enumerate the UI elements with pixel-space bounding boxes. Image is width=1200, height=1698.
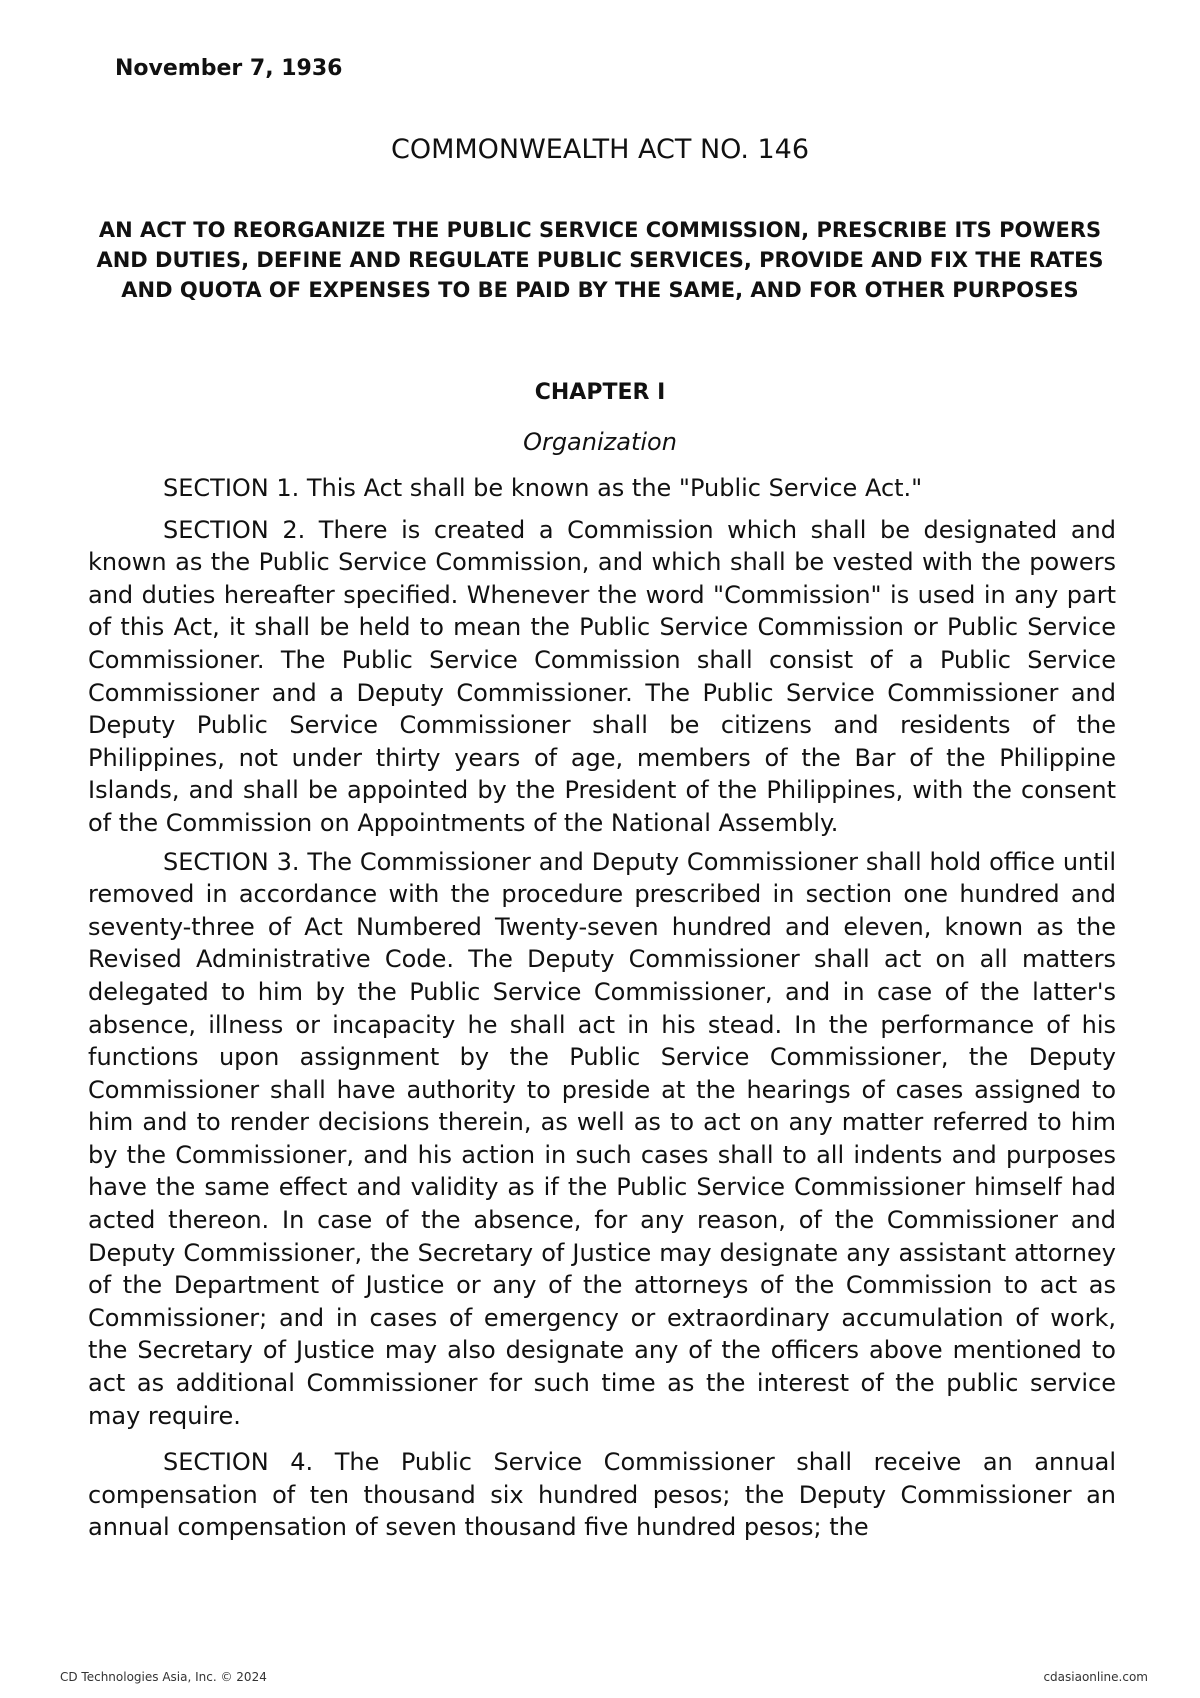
document-body xyxy=(88,472,1116,1544)
act-title: AN ACT TO REORGANIZE THE PUBLIC SERVICE COMMISSION, PRESCRIBE ITS POWERS AND DUTIES, DEFINE AND REGULATE PUBLIC SERVICES, PROVIDE AND FIX THE RATES AND QUOTA OF EXPENSES TO BE PAID BY THE SAME, AND FOR OTHER PURPOSES xyxy=(96,218,1104,302)
footer-copyright: CD Technologies Asia, Inc. © 2024 xyxy=(60,1670,267,1684)
section-1-paragraph: SECTION 1. This Act shall be known as the "Public Service Act." xyxy=(163,474,923,502)
section-4-paragraph: SECTION 4. The Public Service Commissioner shall receive an annual compensation of ten thousand six hundred pesos; the Deputy Commissioner an annual compensation of seven thousand five hundred pesos; the xyxy=(88,1448,1116,1542)
section-2-paragraph: SECTION 2. There is created a Commission which shall be designated and known as the Public Service Commission, and which shall be vested with the powers and duties hereafter specified. Whenever the word "Commission" is used in any part of this Act, it shall be held to mean the Public Service Commission or Public Service Commissioner. The Public Service Commission shall consist of a Public Service Commissioner and a Deputy Commissioner. The Public Service Commissioner and Deputy Public Service Commissioner shall be citizens and residents of the Philippines, not under thirty years of age, members of the Bar of the Philippine Islands, and shall be appointed by the President of the Philippines, with the consent of the Commission on Appointments of the National Assembly. xyxy=(88,515,1116,837)
chapter-heading: CHAPTER I xyxy=(534,380,666,405)
footer-website: cdasiaonline.com xyxy=(1043,1670,1148,1684)
act-number-heading: COMMONWEALTH ACT NO. 146 xyxy=(390,134,810,165)
chapter-subtitle: Organization xyxy=(523,428,677,456)
document-date: November 7, 1936 xyxy=(115,56,343,81)
section-3-paragraph: SECTION 3. The Commissioner and Deputy Commissioner shall hold office until removed in accordance with the procedure prescribed in section one hundred and seventy-three of Act Numbered Twenty-seven hundred and eleven, known as the Revised Administrative Code. The Deputy Commissioner shall act on all matters delegated to him by the Public Service Commissioner, and in case of the latter's absence, illness or incapacity he shall act in his stead. In the performance of his functions upon assignment by the Public Service Commissioner, the Deputy Commissioner shall have authority to preside at the hearings of cases assigned to him and to render decisions therein, as well as to act on any matter referred to him by the Commissioner, and his action in such cases shall to all indents and purposes have the same effect and validity as if the Public Service Commissioner himself had acted thereon. In case of the absence, for any reason, of the Commissioner and Deputy Commissioner, the Secretary of Justice may designate any assistant attorney of the Department of Justice or any of the attorneys of the Commission to act as Commissioner; and in cases of emergency or extraordinary accumulation of work, the Secretary of Justice may also designate any of the officers above mentioned to act as additional Commissioner for such time as the interest of the public service may require. xyxy=(88,847,1116,1430)
